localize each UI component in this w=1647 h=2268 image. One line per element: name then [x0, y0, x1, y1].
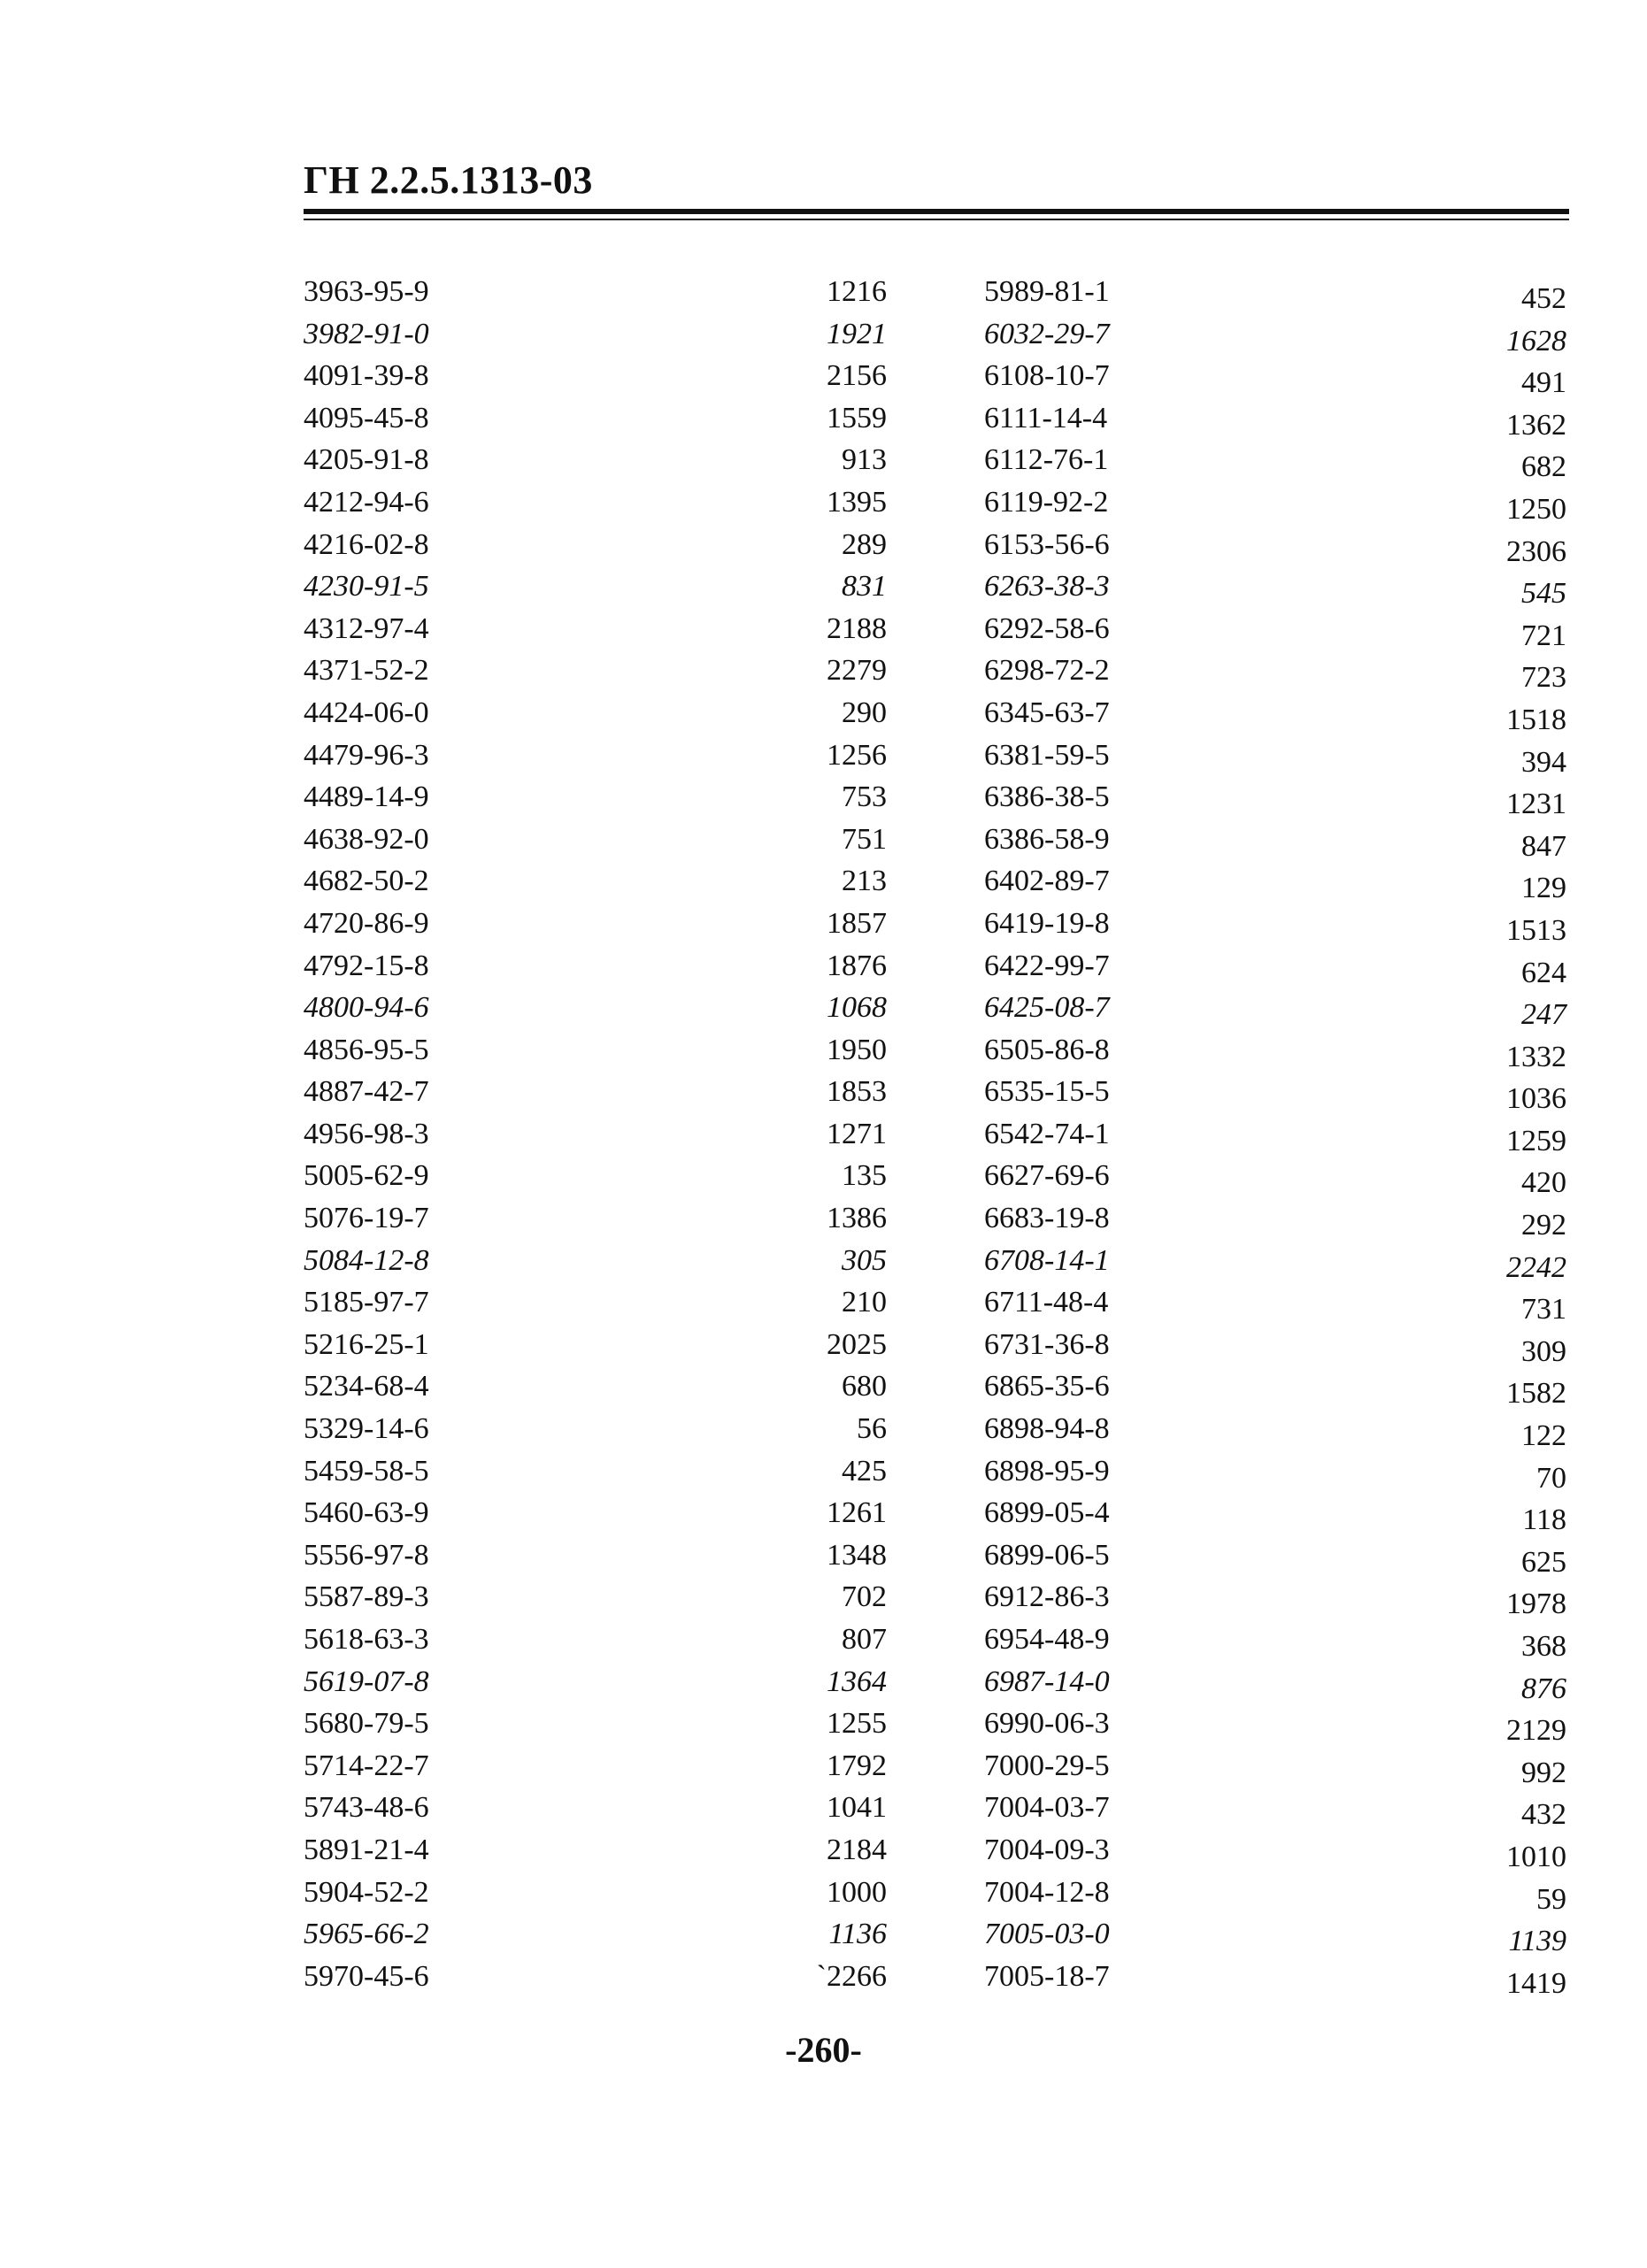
index-number-right: 1628: [1506, 324, 1566, 357]
column-number-right: [1416, 271, 1566, 2000]
cas-number-right: 7004-09-3: [984, 1833, 1110, 1866]
cas-number-right: 6298-72-2: [984, 654, 1110, 688]
index-number-right: 59: [1536, 1882, 1566, 1916]
cas-number-right: 6912-86-3: [984, 1580, 1110, 1614]
cas-number-right: 6425-08-7: [984, 991, 1110, 1025]
index-number-left: 1256: [827, 738, 887, 772]
cas-number-right: 6535-15-5: [984, 1075, 1110, 1109]
cas-number-left: 4720-86-9: [304, 906, 429, 940]
index-number-left: 1136: [828, 1918, 887, 1951]
index-number-right: 1419: [1506, 1966, 1566, 2000]
cas-number-right: 6731-36-8: [984, 1327, 1110, 1361]
cas-number-left: 4212-94-6: [304, 485, 429, 519]
index-number-left: 1386: [827, 1202, 887, 1235]
index-number-left: 753: [842, 780, 887, 814]
cas-number-right: 6898-95-9: [984, 1454, 1110, 1488]
column-cas-right: [984, 271, 1250, 1997]
index-number-right: 876: [1521, 1672, 1566, 1705]
cas-number-right: 7005-03-0: [984, 1918, 1110, 1951]
cas-number-left: 4479-96-3: [304, 738, 429, 772]
header-rule-thin: [304, 219, 1569, 220]
index-number-left: 289: [842, 527, 887, 561]
index-number-left: 751: [842, 822, 887, 856]
cas-number-left: 5965-66-2: [304, 1918, 429, 1951]
index-number-left: 1876: [827, 949, 887, 982]
cas-number-right: 6119-92-2: [984, 485, 1109, 519]
cas-number-right: 6865-35-6: [984, 1370, 1110, 1403]
index-number-right: 721: [1521, 619, 1566, 652]
cas-number-left: 4887-42-7: [304, 1075, 429, 1109]
index-number-left: 2156: [827, 359, 887, 393]
cas-number-right: 6899-05-4: [984, 1496, 1110, 1530]
index-number-right: 247: [1521, 998, 1566, 1032]
index-number-left: 1853: [827, 1075, 887, 1109]
index-number-right: 625: [1521, 1545, 1566, 1579]
cas-number-right: 6153-56-6: [984, 527, 1110, 561]
cas-number-left: 5084-12-8: [304, 1243, 429, 1277]
cas-number-right: 6111-14-4: [984, 401, 1108, 434]
index-number-right: 292: [1521, 1209, 1566, 1242]
cas-number-left: 5891-21-4: [304, 1833, 429, 1866]
cas-number-left: 4371-52-2: [304, 654, 429, 688]
cas-number-left: 4489-14-9: [304, 780, 429, 814]
index-number-left: 1261: [827, 1496, 887, 1530]
index-number-right: 118: [1522, 1503, 1566, 1537]
index-number-right: 309: [1521, 1334, 1566, 1368]
index-number-right: 491: [1521, 366, 1566, 400]
cas-number-right: 6627-69-6: [984, 1159, 1110, 1193]
index-number-right: 2129: [1506, 1714, 1566, 1748]
cas-number-right: 6263-38-3: [984, 570, 1110, 604]
cas-number-right: 6381-59-5: [984, 738, 1110, 772]
index-number-left: 135: [842, 1159, 887, 1193]
cas-number-left: 5556-97-8: [304, 1538, 429, 1572]
cas-number-left: 5460-63-9: [304, 1496, 429, 1530]
index-number-left: 913: [842, 443, 887, 477]
cas-number-left: 5005-62-9: [304, 1159, 429, 1193]
cas-number-left: 4095-45-8: [304, 401, 429, 434]
index-number-right: 122: [1521, 1419, 1566, 1453]
cas-number-left: 4792-15-8: [304, 949, 429, 982]
cas-number-left: 5329-14-6: [304, 1412, 429, 1446]
cas-number-left: 4216-02-8: [304, 527, 429, 561]
index-number-right: 2242: [1506, 1250, 1566, 1284]
cas-number-right: 6292-58-6: [984, 611, 1110, 645]
cas-number-left: 4956-98-3: [304, 1117, 429, 1150]
index-number-left: 1000: [827, 1875, 887, 1909]
index-number-left: 213: [842, 865, 887, 898]
index-number-left: 1271: [827, 1117, 887, 1150]
index-number-right: 1139: [1508, 1925, 1566, 1958]
index-number-right: 1513: [1506, 913, 1566, 947]
index-number-left: 1792: [827, 1749, 887, 1782]
index-number-left: 2188: [827, 611, 887, 645]
cas-number-left: 5680-79-5: [304, 1707, 429, 1741]
cas-number-right: 6987-14-0: [984, 1664, 1110, 1698]
index-number-left: 1559: [827, 401, 887, 434]
cas-number-right: 7004-12-8: [984, 1875, 1110, 1909]
index-number-right: 129: [1521, 872, 1566, 905]
index-number-right: 624: [1521, 956, 1566, 989]
index-number-right: 2306: [1506, 534, 1566, 568]
index-number-left: 1921: [827, 317, 887, 350]
page-number: -260-: [785, 2030, 862, 2070]
index-number-left: 1348: [827, 1538, 887, 1572]
index-number-right: 432: [1521, 1798, 1566, 1832]
index-number-left: 1041: [827, 1791, 887, 1825]
cas-number-left: 4800-94-6: [304, 991, 429, 1025]
index-number-left: 210: [842, 1286, 887, 1319]
index-number-left: 1068: [827, 991, 887, 1025]
cas-number-right: 6386-58-9: [984, 822, 1110, 856]
cas-number-left: 4424-06-0: [304, 696, 429, 729]
cas-number-right: 6898-94-8: [984, 1412, 1110, 1446]
index-number-right: 1332: [1506, 1040, 1566, 1073]
index-number-left: 1364: [827, 1664, 887, 1698]
cas-number-left: 4230-91-5: [304, 570, 429, 604]
column-cas-left: [304, 271, 569, 1997]
index-number-left: 1216: [827, 275, 887, 308]
cas-number-left: 3982-91-0: [304, 317, 429, 350]
index-number-right: 420: [1521, 1166, 1566, 1200]
cas-number-right: 6345-63-7: [984, 696, 1110, 729]
index-number-right: 992: [1521, 1756, 1566, 1789]
index-number-right: 1582: [1506, 1377, 1566, 1411]
index-number-right: 723: [1521, 661, 1566, 695]
cas-number-left: 5970-45-6: [304, 1959, 429, 1993]
cas-number-right: 7000-29-5: [984, 1749, 1110, 1782]
index-number-left: 1857: [827, 906, 887, 940]
index-number-right: 1362: [1506, 408, 1566, 442]
cas-number-right: 6419-19-8: [984, 906, 1110, 940]
cas-number-right: 6711-48-4: [984, 1286, 1109, 1319]
index-number-right: 682: [1521, 450, 1566, 484]
index-number-left: 702: [842, 1580, 887, 1614]
cas-number-left: 4856-95-5: [304, 1033, 429, 1066]
cas-number-left: 5185-97-7: [304, 1286, 429, 1319]
index-number-left: 1950: [827, 1033, 887, 1066]
index-number-right: 1010: [1506, 1840, 1566, 1873]
cas-number-left: 5076-19-7: [304, 1202, 429, 1235]
index-number-right: 1250: [1506, 492, 1566, 526]
index-number-left: 1255: [827, 1707, 887, 1741]
cas-number-left: 5618-63-3: [304, 1623, 429, 1656]
index-number-left: 290: [842, 696, 887, 729]
index-number-left: 807: [842, 1623, 887, 1656]
cas-number-left: 5714-22-7: [304, 1749, 429, 1782]
cas-number-right: 6112-76-1: [984, 443, 1109, 477]
index-number-right: 1259: [1506, 1124, 1566, 1157]
cas-number-right: 7004-03-7: [984, 1791, 1110, 1825]
cas-number-right: 6708-14-1: [984, 1243, 1110, 1277]
cas-number-left: 4205-91-8: [304, 443, 429, 477]
cas-number-right: 6422-99-7: [984, 949, 1110, 982]
cas-number-right: 6990-06-3: [984, 1707, 1110, 1741]
index-number-right: 1978: [1506, 1588, 1566, 1621]
index-number-right: 545: [1521, 577, 1566, 611]
index-number-right: 368: [1521, 1630, 1566, 1663]
index-number-left: 831: [842, 570, 887, 604]
index-number-right: 1036: [1506, 1082, 1566, 1116]
cas-number-right: 6386-38-5: [984, 780, 1110, 814]
index-number-left: 2279: [827, 654, 887, 688]
cas-number-right: 6402-89-7: [984, 865, 1110, 898]
cas-number-left: 4682-50-2: [304, 865, 429, 898]
cas-number-left: 4638-92-0: [304, 822, 429, 856]
index-number-left: 2025: [827, 1327, 887, 1361]
cas-number-right: 6032-29-7: [984, 317, 1110, 350]
index-number-right: 1231: [1506, 788, 1566, 821]
index-number-right: 1518: [1506, 703, 1566, 736]
cas-number-left: 5216-25-1: [304, 1327, 429, 1361]
index-number-left: 305: [842, 1243, 887, 1277]
cas-number-right: 5989-81-1: [984, 275, 1110, 308]
cas-number-left: 5587-89-3: [304, 1580, 429, 1614]
cas-number-right: 6954-48-9: [984, 1623, 1110, 1656]
header-rule-thick: [304, 209, 1569, 214]
index-number-right: 70: [1536, 1461, 1566, 1495]
index-number-right: 394: [1521, 745, 1566, 779]
cas-number-right: 7005-18-7: [984, 1959, 1110, 1993]
index-number-left: 680: [842, 1370, 887, 1403]
column-number-left: [752, 271, 887, 1997]
cas-number-right: 6505-86-8: [984, 1033, 1110, 1066]
cas-number-left: 5904-52-2: [304, 1875, 429, 1909]
index-number-right: 452: [1521, 282, 1566, 315]
cas-number-left: 5619-07-8: [304, 1664, 429, 1698]
cas-number-left: 5459-58-5: [304, 1454, 429, 1488]
cas-number-right: 6899-06-5: [984, 1538, 1110, 1572]
cas-number-left: 4091-39-8: [304, 359, 429, 393]
index-number-left: 1395: [827, 485, 887, 519]
index-number-left: 2184: [827, 1833, 887, 1866]
index-number-left: 56: [857, 1412, 887, 1446]
cas-number-left: 5234-68-4: [304, 1370, 429, 1403]
cas-number-left: 5743-48-6: [304, 1791, 429, 1825]
cas-number-left: 3963-95-9: [304, 275, 429, 308]
cas-number-right: 6542-74-1: [984, 1117, 1110, 1150]
index-number-left: `2266: [816, 1959, 887, 1993]
index-number-right: 731: [1521, 1293, 1566, 1326]
index-number-right: 847: [1521, 829, 1566, 863]
index-number-left: 425: [842, 1454, 887, 1488]
cas-number-left: 4312-97-4: [304, 611, 429, 645]
cas-number-right: 6108-10-7: [984, 359, 1110, 393]
document-header: ГН 2.2.5.1313-03: [304, 158, 593, 202]
cas-number-right: 6683-19-8: [984, 1202, 1110, 1235]
